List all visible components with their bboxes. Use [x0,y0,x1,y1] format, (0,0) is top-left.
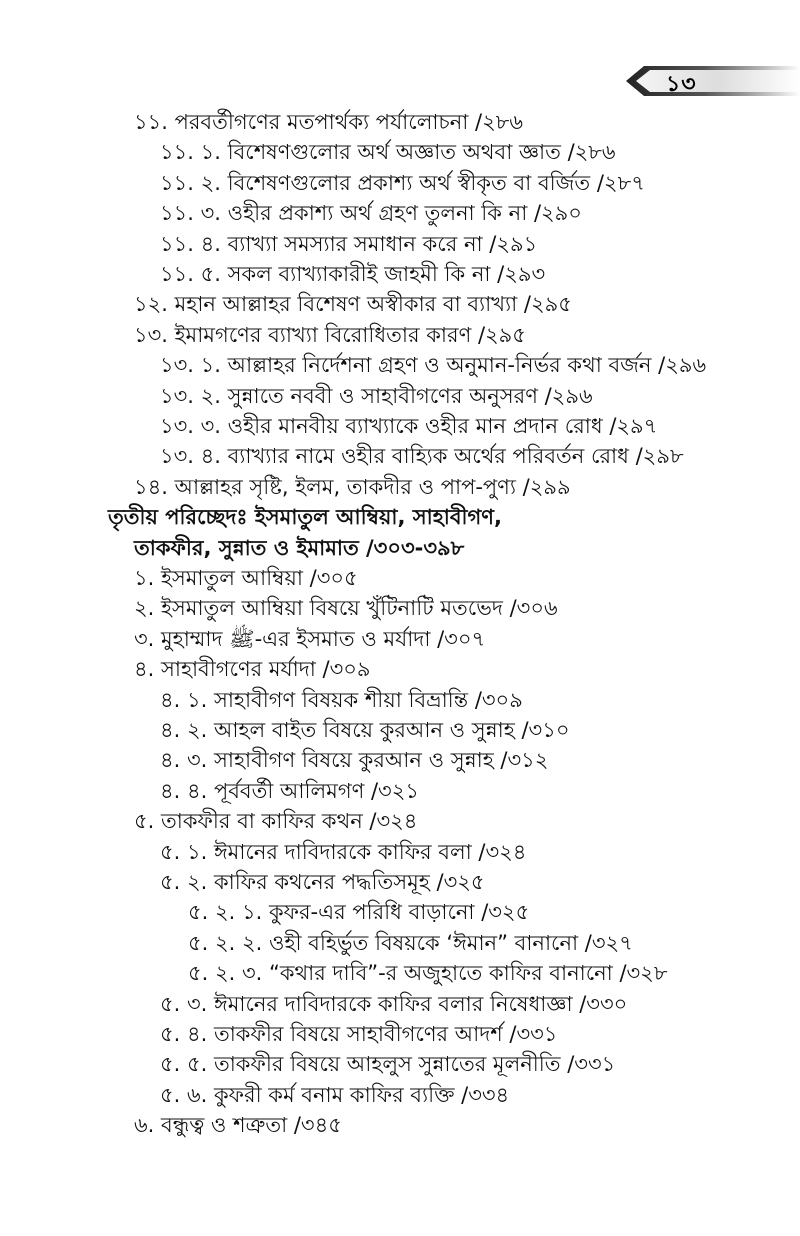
toc-entry: ১৩. ৩. ওহীর মানবীয় ব্যাখ্যাকে ওহীর মান প্রদান রোধ /২৯৭ [160,414,658,438]
toc-entry: ৫. ৬. কুফরী কর্ম বনাম কাফির ব্যক্তি /৩৩৪ [160,1082,510,1107]
toc-entry: ৪. ৪. পূর্ববর্তী আলিমগণ /৩২১ [160,778,419,803]
toc-entry: ১১. ১. বিশেষণগুলোর অর্থ অজ্ঞাত অথবা জ্ঞাত /২৮৬ [160,140,616,165]
page-number-tab [626,66,800,96]
toc-entry: ৫. ১. ঈমানের দাবিদারকে কাফির বলা /৩২৪ [160,839,527,864]
toc-entry: ১৪. আল্লাহর সৃষ্টি, ইলম, তাকদীর ও পাপ-পুণ্য /২৯৯ [134,474,571,499]
toc-entry: ২. ইসমাতুল আম্বিয়া বিষয়ে খুঁটিনাটি মতভেদ /৩০৬ [134,596,558,621]
toc-entry: ১১. ৩. ওহীর প্রকাশ্য অর্থ গ্রহণ তুলনা কি না /২৯০ [160,201,582,226]
toc-entry: ৫. ৩. ঈমানের দাবিদারকে কাফির বলার নিষেধাজ্ঞা /৩৩০ [160,991,628,1016]
toc-entry: ৫. ২. ১. কুফর-এর পরিধি বাড়ানো /৩২৫ [188,900,530,925]
page-number: ১৩ [666,72,697,97]
toc-entry: ৫. ২. ৩. “কথার দাবি”-র অজুহাতে কাফির বানানো /৩২৮ [188,961,668,986]
toc-entry: ১১. পরবর্তীগণের মতপার্থক্য পর্যালোচনা /২৮৬ [134,110,524,134]
toc-entry: ১৩. ১. আল্লাহর নির্দেশনা গ্রহণ ও অনুমান-নির্ভর কথা বর্জন /২৯৬ [160,353,707,378]
toc-entry: ১৩. ২. সুন্নাতে নববী ও সাহাবীগণের অনুসরণ /২৯৬ [160,383,593,408]
toc-entry: ৫. তাকফীর বা কাফির কথন /৩২৪ [134,809,418,834]
toc-entry: ১৩. ইমামগণের ব্যাখ্যা বিরোধিতার কারণ /২৯৫ [134,322,526,347]
toc-entry: ৪. ৩. সাহাবীগণ বিষয়ে কুরআন ও সুন্নাহ /৩১২ [160,748,549,773]
toc-entry: ১১. ৪. ব্যাখ্যা সমস্যার সমাধান করে না /২৯১ [160,231,538,256]
toc-entry: ১১. ৫. সকল ব্যাখ্যাকারীই জাহমী কি না /২৯৩ [160,262,546,286]
toc-entry: ৪. ২. আহল বাইত বিষয়ে কুরআন ও সুন্নাহ /৩১০ [160,718,570,742]
toc-entry: ৫. ৪. তাকফীর বিষয়ে সাহাবীগণের আদর্শ /৩৩১ [160,1022,558,1046]
page-tab-inner [636,70,800,92]
toc-entry: ১২. মহান আল্লাহর বিশেষণ অস্বীকার বা ব্যাখ্যা /২৯৫ [134,292,572,317]
toc-section-heading: তৃতীয় পরিচ্ছেদঃ ইসমাতুল আম্বিয়া, সাহাবীগণ, [108,505,502,530]
toc-entry: ৫. ৫. তাকফীর বিষয়ে আহলুস সুন্নাতের মূলনীতি /৩৩১ [160,1052,616,1077]
toc-entry: ১১. ২. বিশেষণগুলোর প্রকাশ্য অর্থ স্বীকৃত বা বর্জিত /২৮৭ [160,170,645,195]
toc-entry: ৫. ২. কাফির কথনের পদ্ধতিসমূহ /৩২৫ [160,870,485,894]
toc-entry: ৩. মুহাম্মাদ ﷺ-এর ইসমাত ও মর্যাদা /৩০৭ [134,626,486,651]
toc-entry: ১৩. ৪. ব্যাখ্যার নামে ওহীর বাহ্যিক অর্থের পরিবর্তন রোধ /২৯৮ [160,444,684,469]
toc-section-heading: তাকফীর, সুন্নাত ও ইমামাত /৩০৩-৩৯৮ [134,535,465,560]
toc-entry: ৪. সাহাবীগণের মর্যাদা /৩০৯ [134,657,371,682]
toc-entry: ৪. ১. সাহাবীগণ বিষয়ক শীয়া বিভ্রান্তি /৩০৯ [160,687,523,712]
toc-entry: ৬. বন্ধুত্ব ও শত্রুতা /৩৪৫ [134,1113,342,1138]
toc-entry: ৫. ২. ২. ওহী বহির্ভুত বিষয়কে ‘ঈমান” বানানো /৩২৭ [188,930,633,955]
toc-entry: ১. ইসমাতুল আম্বিয়া /৩০৫ [134,566,358,590]
